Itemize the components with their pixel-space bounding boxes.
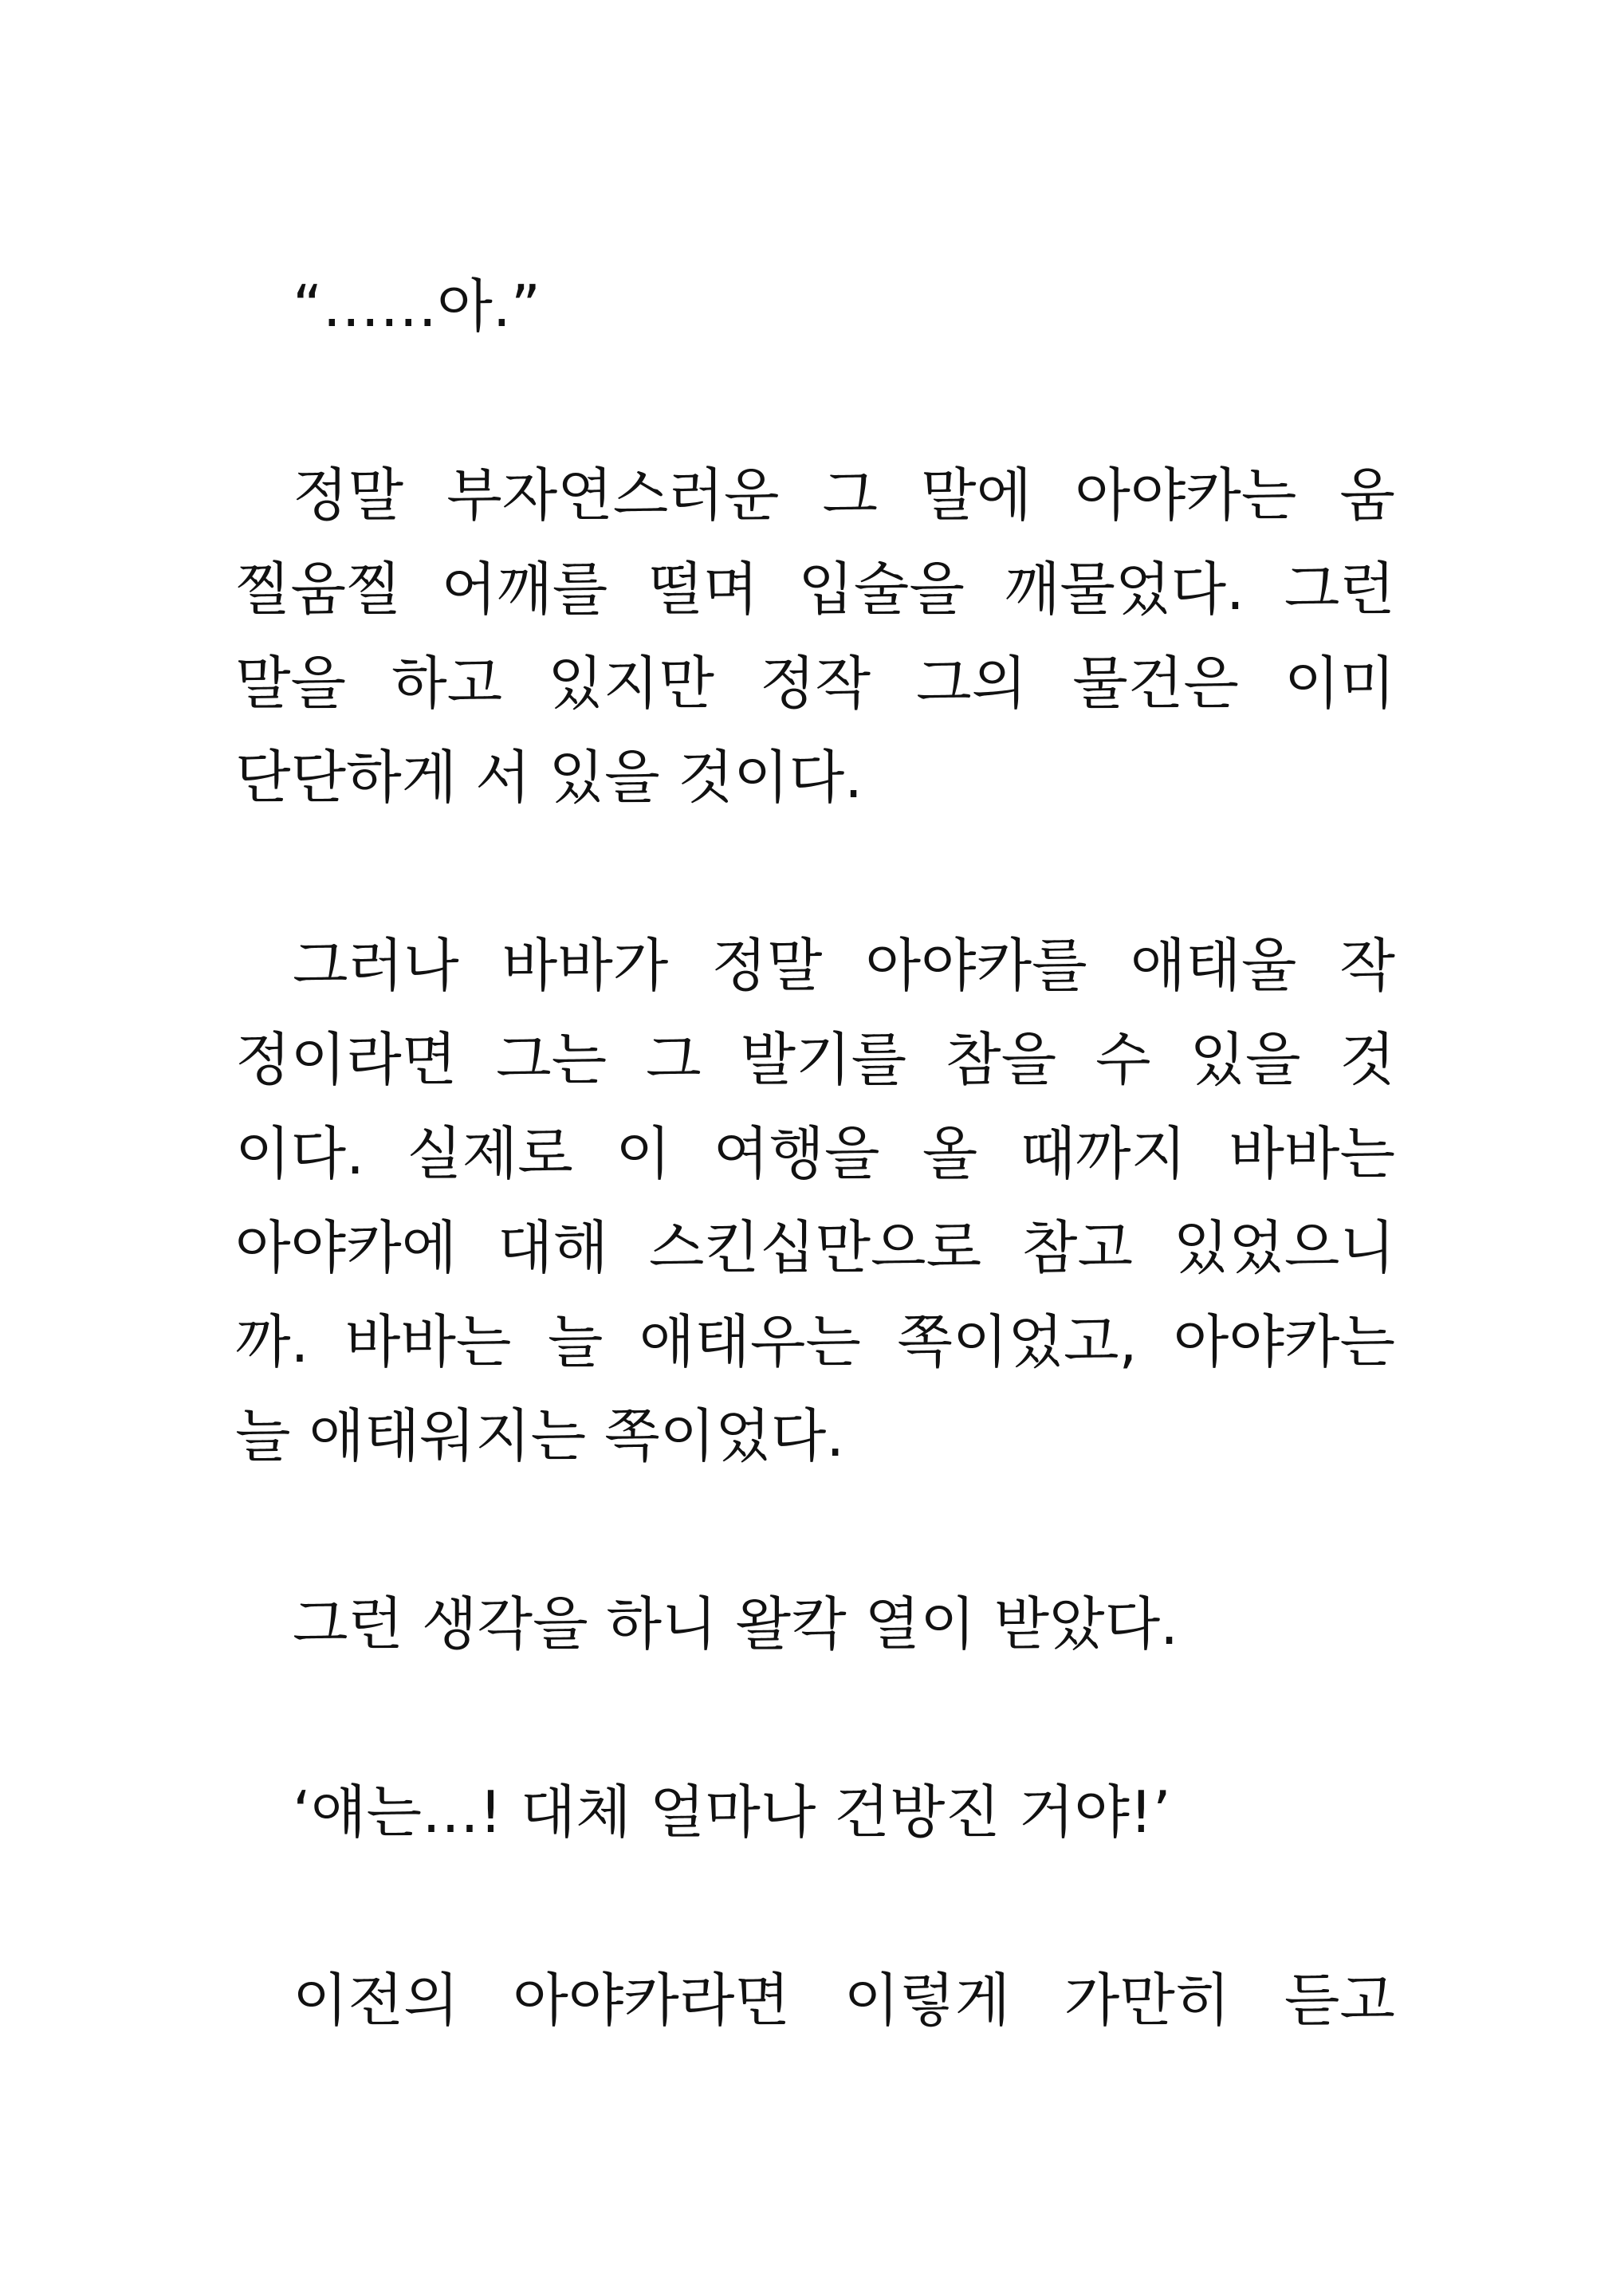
paragraph bbox=[235, 1577, 1395, 1671]
text-line: 늘 애태워지는 쪽이었다. bbox=[235, 1402, 845, 1469]
text-line: 정이라면 그는 그 발기를 참을 수 있을 것 bbox=[235, 1026, 1395, 1093]
text-line: 그러나 바바가 정말 아야카를 애태울 작 bbox=[293, 932, 1395, 999]
paragraph-dialogue bbox=[235, 259, 1395, 353]
text-line: ‘얘는…! 대체 얼마나 건방진 거야!’ bbox=[293, 1779, 1171, 1846]
text-line: 그런 생각을 하니 왈칵 열이 받았다. bbox=[293, 1590, 1179, 1657]
text-line: 찔움찔 어깨를 떨며 입술을 깨물었다. 그런 bbox=[235, 556, 1395, 623]
text-line: 말을 하고 있지만 정작 그의 물건은 이미 bbox=[235, 650, 1395, 717]
text-line: 이다. 실제로 이 여행을 올 때까지 바바는 bbox=[235, 1120, 1395, 1187]
paragraph bbox=[235, 1953, 1395, 2047]
text-line: 아야카에 대해 스킨십만으로 참고 있었으니 bbox=[235, 1214, 1395, 1281]
text-line: “……아.” bbox=[293, 273, 541, 340]
paragraph-thought bbox=[235, 1765, 1395, 1859]
text-line: 정말 부자연스러운 그 말에 아야카는 움 bbox=[293, 462, 1395, 529]
text-line: 까. 바바는 늘 애태우는 쪽이었고, 아야카는 bbox=[235, 1308, 1395, 1375]
text-line: 이전의 아야카라면 이렇게 가만히 듣고 bbox=[293, 1967, 1395, 2034]
paragraph bbox=[235, 448, 1395, 824]
text-line: 단단하게 서 있을 것이다. bbox=[235, 744, 863, 811]
paragraph bbox=[235, 918, 1395, 1483]
